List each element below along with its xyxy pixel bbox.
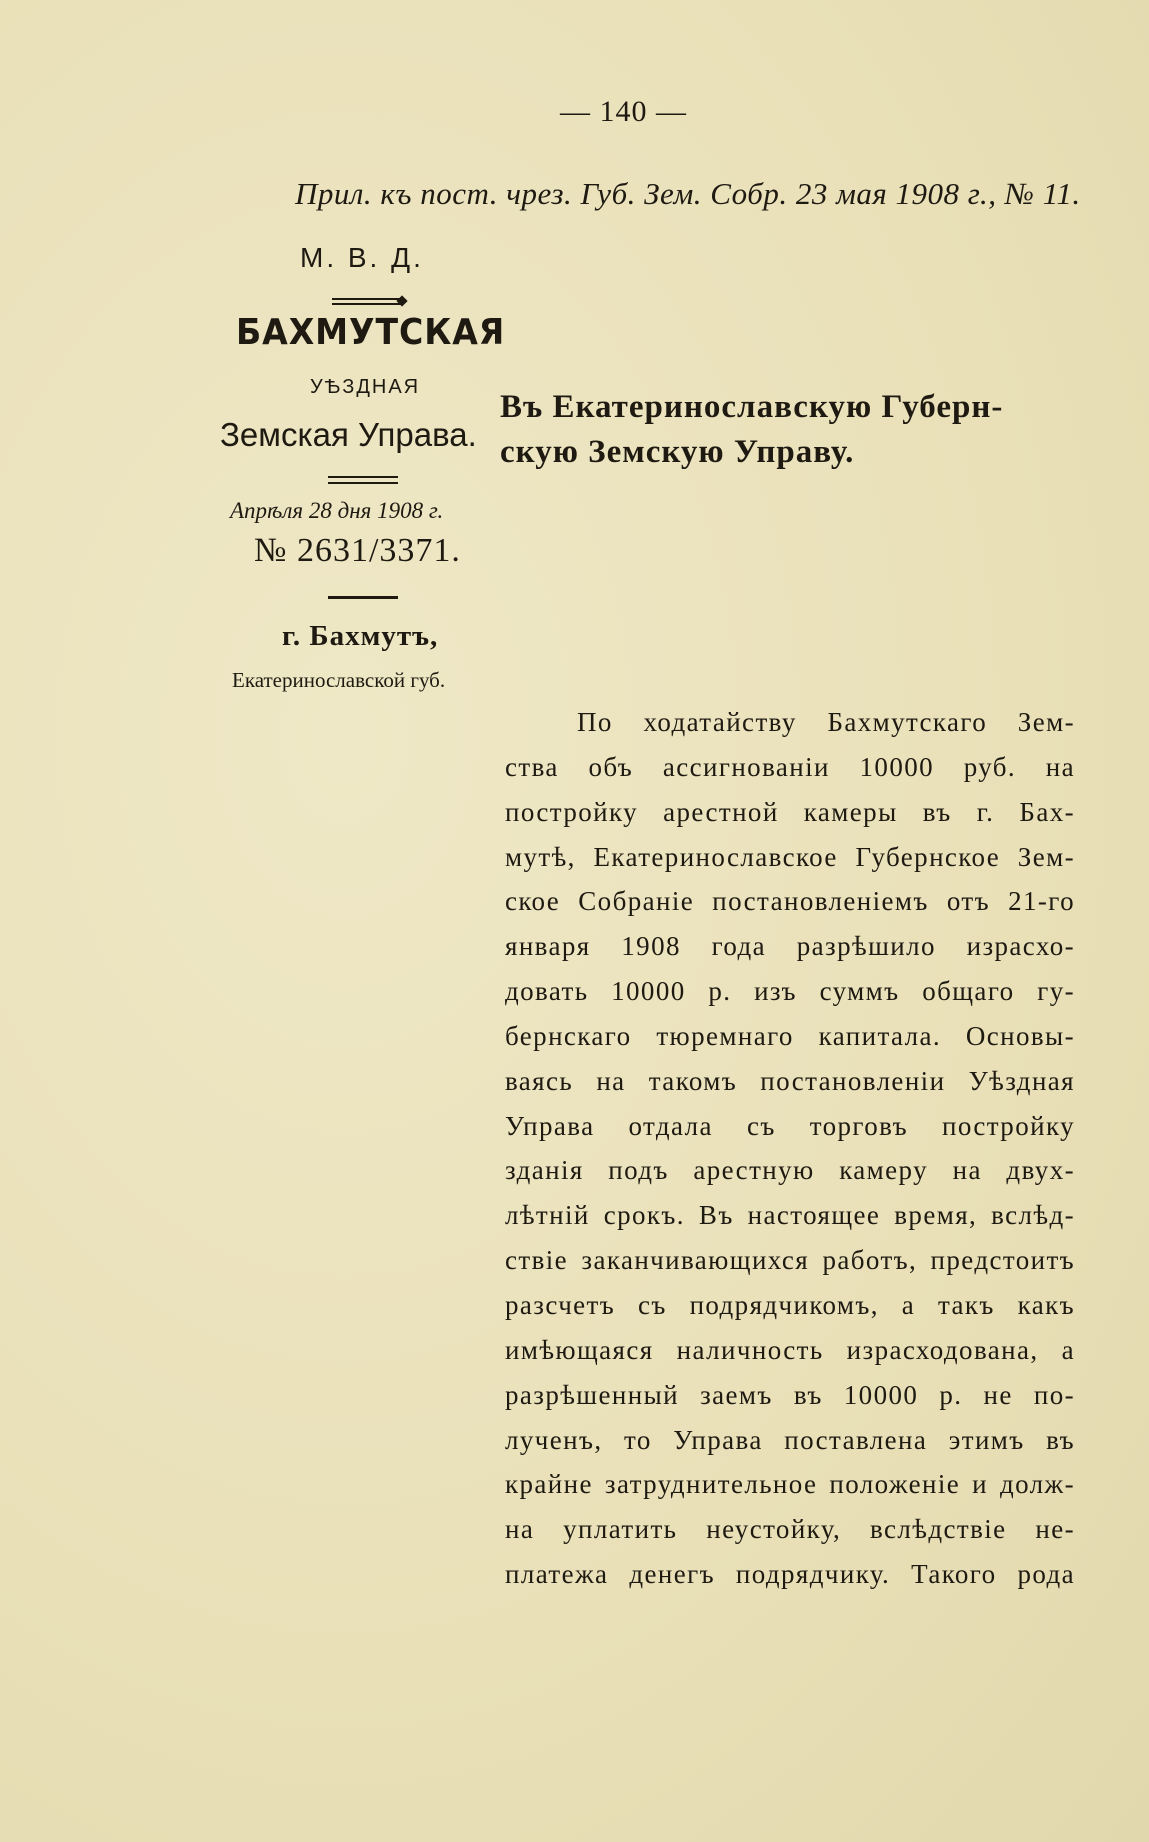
letter-body bbox=[505, 700, 1075, 1597]
ornament-rule bbox=[332, 303, 402, 305]
province-name: Екатеринославской губ. bbox=[232, 668, 446, 692]
body-line: ское Собраніе постановленіемъ отъ 21-го bbox=[505, 886, 1075, 917]
body-line: ствіе заканчивающихся работъ, предстоитъ bbox=[505, 1245, 1075, 1276]
body-line: января 1908 года разрѣшило израсхо- bbox=[505, 931, 1075, 962]
ministry-label: М. В. Д. bbox=[300, 242, 424, 273]
page-number: — 140 — bbox=[560, 95, 687, 128]
body-line: лученъ, то Управа поставлена этимъ въ bbox=[505, 1424, 1075, 1455]
body-line: довать 10000 р. изъ суммъ общаго гу- bbox=[505, 976, 1075, 1007]
body-line: имѣющаяся наличность израсходована, а bbox=[505, 1334, 1075, 1365]
body-line: Управа отдала съ торговъ постройку bbox=[505, 1110, 1075, 1141]
ornament-rule bbox=[332, 298, 402, 300]
body-line: ства объ ассигнованіи 10000 руб. на bbox=[505, 751, 1075, 782]
body-line: крайне затруднительное положеніе и долж- bbox=[505, 1469, 1075, 1500]
divider-rule bbox=[328, 476, 398, 478]
body-line: разсчетъ съ подрядчикомъ, а такъ какъ bbox=[505, 1289, 1075, 1320]
letter-date: Апрѣля 28 дня 1908 г. bbox=[230, 498, 444, 523]
body-line: По ходатайству Бахмутскаго Зем- bbox=[577, 707, 1075, 737]
addressee-line: скую Земскую Управу. bbox=[500, 434, 855, 470]
body-line: ваясь на такомъ постановленіи Уѣздная bbox=[505, 1065, 1075, 1096]
body-line: лѣтній срокъ. Въ настоящее время, вслѣд- bbox=[505, 1200, 1075, 1231]
annex-note: Прил. къ пост. чрез. Губ. Зем. Собр. 23 мая 1908 г., № 11. bbox=[295, 176, 1081, 211]
body-line: бернскаго тюремнаго капитала. Основы- bbox=[505, 1020, 1075, 1051]
city-name: г. Бахмутъ, bbox=[282, 620, 439, 652]
divider-rule bbox=[328, 482, 398, 484]
board-name: Земская Управа. bbox=[220, 416, 477, 453]
addressee bbox=[500, 385, 1085, 475]
district-subtitle: УѢЗДНАЯ bbox=[310, 376, 421, 398]
body-line: платежа денегъ подрядчику. Такого рода bbox=[505, 1559, 1075, 1590]
body-line: постройку арестной камеры въ г. Бах- bbox=[505, 796, 1075, 827]
addressee-line: Въ Екатеринославскую Губерн- bbox=[500, 389, 1004, 425]
body-line: мутѣ, Екатеринославское Губернское Зем- bbox=[505, 841, 1075, 872]
registration-number: № 2631/3371. bbox=[254, 532, 461, 569]
body-line: разрѣшенный заемъ въ 10000 р. не по- bbox=[505, 1379, 1075, 1410]
body-line: зданія подъ арестную камеру на двух- bbox=[505, 1155, 1075, 1186]
divider-rule bbox=[328, 596, 398, 599]
district-name: БАХМУТСКАЯ bbox=[236, 312, 506, 353]
body-line: на уплатить неустойку, вслѣдствіе не- bbox=[505, 1514, 1075, 1545]
